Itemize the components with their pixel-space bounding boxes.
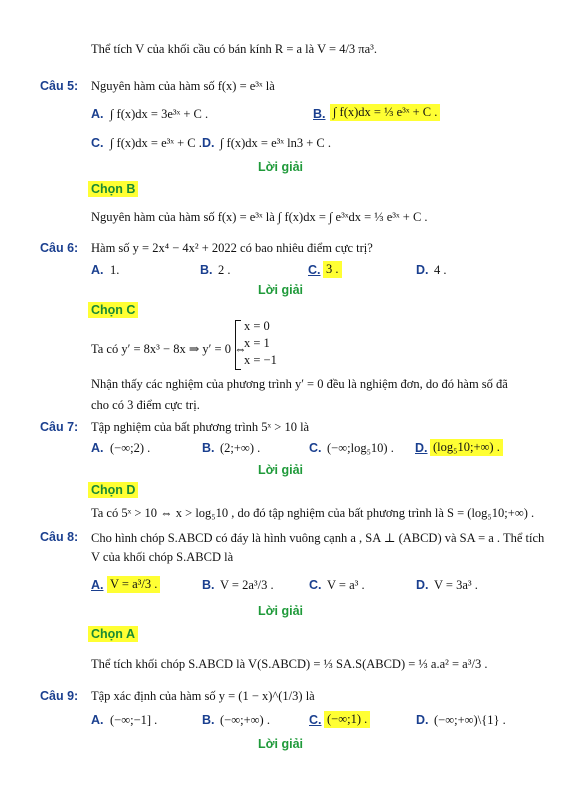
q7-option-b-label: B. (202, 441, 215, 455)
q6-option-b: 2 . (218, 263, 231, 277)
q9-option-d-label: D. (416, 713, 429, 727)
q8-option-d-label: D. (416, 578, 429, 592)
q6-root-2: x = 1 (244, 336, 270, 350)
q6-solution-heading: Lời giải (258, 283, 304, 297)
q5-solution-heading: Lời giải (258, 160, 304, 174)
q6-option-b-label: B. (200, 263, 213, 277)
q9-option-b-label: B. (202, 713, 215, 727)
q5-option-d: ∫ f(x)dx = e³ˣ ln3 + C . (220, 136, 331, 150)
q7-option-c: (−∞;log₅10) . (327, 441, 394, 455)
q5-option-a: ∫ f(x)dx = 3e³ˣ + C . (110, 107, 209, 121)
q5-option-c: ∫ f(x)dx = e³ˣ + C . (110, 136, 202, 150)
q5-option-b-label: B. (313, 107, 326, 121)
q9-option-c-highlighted: (−∞;1) . (324, 711, 370, 728)
q8-option-c-label: C. (309, 578, 322, 592)
q7-option-a: (−∞;2) . (110, 441, 151, 455)
q9-solution-heading: Lời giải (258, 737, 304, 751)
q7-option-d-label: D. (415, 441, 428, 455)
q5-explanation: Nguyên hàm của hàm số f(x) = e³ˣ là ∫ f(x)dx = ∫ e³ˣdx = ⅓ e³ˣ + C . (91, 210, 428, 224)
question-5-label: Câu 5: (40, 79, 79, 93)
q8-answer-badge: Chọn A (88, 626, 138, 642)
q8-option-b-label: B. (202, 578, 215, 592)
q9-option-c-label: C. (309, 713, 322, 727)
q7-option-d-highlighted: (log₅10;+∞) . (430, 439, 503, 456)
q9-option-b: (−∞;+∞) . (220, 713, 270, 727)
question-7-label: Câu 7: (40, 420, 79, 434)
q6-option-d-label: D. (416, 263, 429, 277)
q9-option-a: (−∞;−1] . (110, 713, 158, 727)
q6-option-c-label: C. (308, 263, 321, 277)
question-8-stem-line-1: Cho hình chóp S.ABCD có đáy là hình vuông cạnh a , SA ⊥ (ABCD) và SA = a . Thể tích (91, 531, 545, 545)
q6-derivative: Ta có y′ = 8x³ − 8x ⇒ y′ = 0 ⇔ (91, 342, 247, 356)
question-9-stem: Tập xác định của hàm số y = (1 − x)^(1/3) là (91, 689, 315, 703)
q8-explanation: Thể tích khối chóp S.ABCD là V(S.ABCD) = ⅓ SA.S(ABCD) = ⅓ a.a² = a³/3 . (91, 657, 488, 671)
q5-option-b-highlighted: ∫ f(x)dx = ⅓ e³ˣ + C . (330, 104, 440, 121)
q8-option-a-highlighted: V = a³/3 . (107, 576, 160, 593)
question-6-stem: Hàm số y = 2x⁴ − 4x² + 2022 có bao nhiêu điểm cực trị? (91, 241, 373, 255)
q5-option-a-label: A. (91, 107, 104, 121)
q8-option-d: V = 3a³ . (434, 578, 478, 592)
q6-explanation-line-1: Nhận thấy các nghiệm của phương trình y′ = 0 đều là nghiệm đơn, do đó hàm số đã (91, 377, 508, 391)
question-7-stem: Tập nghiệm của bất phương trình 5ˣ > 10 là (91, 420, 310, 434)
question-8-label: Câu 8: (40, 530, 79, 544)
q6-explanation-line-2: cho có 3 điểm cực trị. (91, 398, 200, 412)
q6-option-d: 4 . (434, 263, 447, 277)
question-8-stem-line-2: V của khối chóp S.ABCD là (91, 550, 234, 564)
q5-option-c-label: C. (91, 136, 104, 150)
q6-root-3: x = −1 (244, 353, 277, 367)
q6-answer-badge: Chọn C (88, 302, 138, 318)
question-9-label: Câu 9: (40, 689, 79, 703)
q8-option-a-label: A. (91, 578, 104, 592)
q6-option-a: 1. (110, 263, 120, 277)
q7-solution-heading: Lời giải (258, 463, 304, 477)
q7-explanation: Ta có 5ˣ > 10 ⇔ x > log₅10 , do đó tập nghiệm của bất phương trình là S = (log₅10;+∞) . (91, 506, 535, 520)
intro-text: Thể tích V của khối cầu có bán kính R = a là V = 4/3 πa³. (91, 42, 378, 56)
q5-option-d-label: D. (202, 136, 215, 150)
q7-option-b: (2;+∞) . (220, 441, 261, 455)
q9-option-a-label: A. (91, 713, 104, 727)
q7-option-c-label: C. (309, 441, 322, 455)
q7-answer-badge: Chọn D (88, 482, 138, 498)
q8-solution-heading: Lời giải (258, 604, 304, 618)
q6-option-a-label: A. (91, 263, 104, 277)
q8-option-b: V = 2a³/3 . (220, 578, 274, 592)
q6-root-1: x = 0 (244, 319, 270, 333)
question-5-stem: Nguyên hàm của hàm số f(x) = e³ˣ là (91, 79, 275, 93)
system-bracket (235, 320, 241, 370)
q7-option-a-label: A. (91, 441, 104, 455)
q5-answer-badge: Chọn B (88, 181, 138, 197)
q8-option-c: V = a³ . (327, 578, 365, 592)
q9-option-d: (−∞;+∞)\{1} . (434, 713, 506, 727)
question-6-label: Câu 6: (40, 241, 79, 255)
q6-option-c-highlighted: 3 . (323, 261, 342, 278)
